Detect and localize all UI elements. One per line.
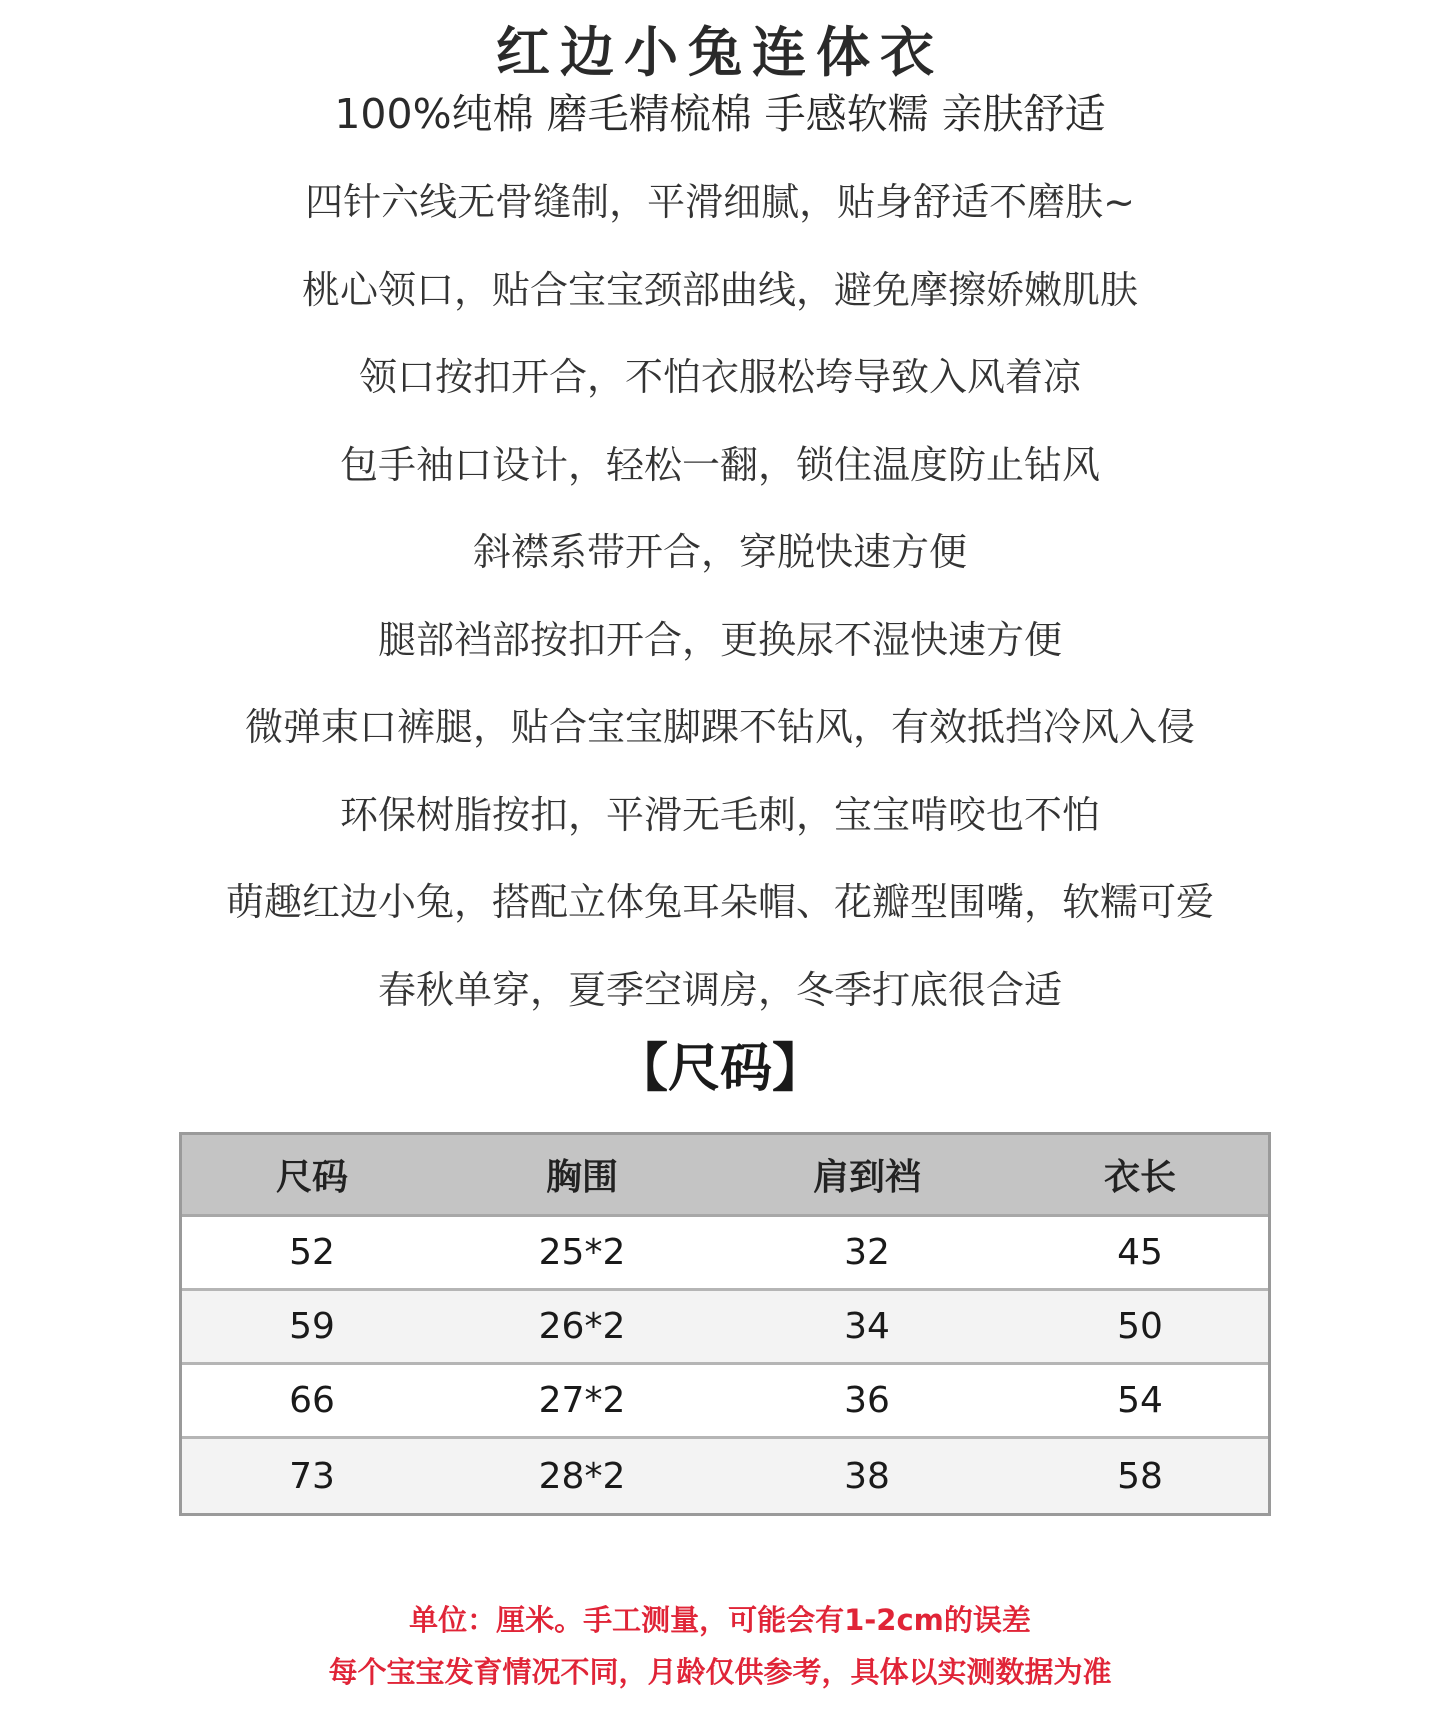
chest-cell: 27*2	[538, 1380, 626, 1421]
shoulder-to-crotch-cell: 32	[844, 1232, 890, 1273]
length-cell: 50	[1117, 1306, 1163, 1347]
column-header-length: 衣长	[1103, 1157, 1176, 1198]
chest-cell: 26*2	[538, 1306, 626, 1347]
shoulder-to-crotch-cell: 38	[844, 1455, 890, 1497]
feature-item: 领口按扣开合，不怕衣服松垮导致入风着凉	[358, 355, 1081, 399]
shoulder-to-crotch-cell: 36	[844, 1380, 890, 1421]
product-subtitle: 100%纯棉 磨毛精梳棉 手感软糯 亲肤舒适	[334, 90, 1106, 138]
length-cell: 45	[1117, 1232, 1163, 1273]
column-header-chest: 胸围	[545, 1157, 618, 1198]
table-row	[182, 1439, 1268, 1513]
unit-note: 单位：厘米。手工测量，可能会有1-2cm的误差	[409, 1603, 1031, 1637]
length-cell: 58	[1117, 1455, 1163, 1497]
feature-item: 春秋单穿，夏季空调房，冬季打底很合适	[377, 967, 1062, 1012]
table-row	[182, 1291, 1268, 1365]
product-title: 红边小兔连体衣	[496, 21, 944, 84]
length-cell: 54	[1117, 1380, 1163, 1421]
column-header-shoulder-to-crotch: 肩到裆	[812, 1157, 921, 1198]
feature-item: 环保树脂按扣，平滑无毛刺，宝宝啃咬也不怕	[339, 792, 1100, 837]
size-cell: 66	[289, 1380, 335, 1421]
feature-item: 包手袖口设计，轻松一翻，锁住温度防止钻风	[339, 442, 1100, 487]
size-section-heading: 【尺码】	[615, 1039, 824, 1099]
feature-item: 腿部裆部按扣开合，更换尿不湿快速方便	[377, 617, 1062, 662]
feature-item: 微弹束口裤腿，贴合宝宝脚踝不钻风，有效抵挡冷风入侵	[244, 705, 1195, 749]
feature-list	[0, 172, 1440, 1047]
feature-item: 桃心领口，贴合宝宝颈部曲线，避免摩擦娇嫩肌肤	[301, 267, 1138, 312]
chest-cell: 25*2	[538, 1232, 626, 1273]
feature-item: 斜襟系带开合，穿脱快速方便	[472, 530, 967, 574]
disclaimer-note: 每个宝宝发育情况不同，月龄仅供参考，具体以实测数据为准	[328, 1655, 1112, 1689]
table-row	[182, 1217, 1268, 1291]
column-header-size: 尺码	[275, 1157, 348, 1198]
chest-cell: 28*2	[538, 1455, 626, 1497]
shoulder-to-crotch-cell: 34	[844, 1306, 890, 1347]
size-table	[179, 1132, 1271, 1516]
size-cell: 52	[289, 1232, 335, 1273]
size-cell: 59	[289, 1306, 335, 1347]
feature-item: 四针六线无骨缝制，平滑细腻，贴身舒适不磨肤~	[305, 180, 1135, 224]
size-cell: 73	[289, 1455, 335, 1497]
size-table-header	[182, 1135, 1268, 1217]
table-row	[182, 1365, 1268, 1439]
feature-item: 萌趣红边小兔，搭配立体兔耳朵帽、花瓣型围嘴，软糯可爱	[225, 880, 1214, 924]
measurement-notes	[0, 1594, 1440, 1698]
